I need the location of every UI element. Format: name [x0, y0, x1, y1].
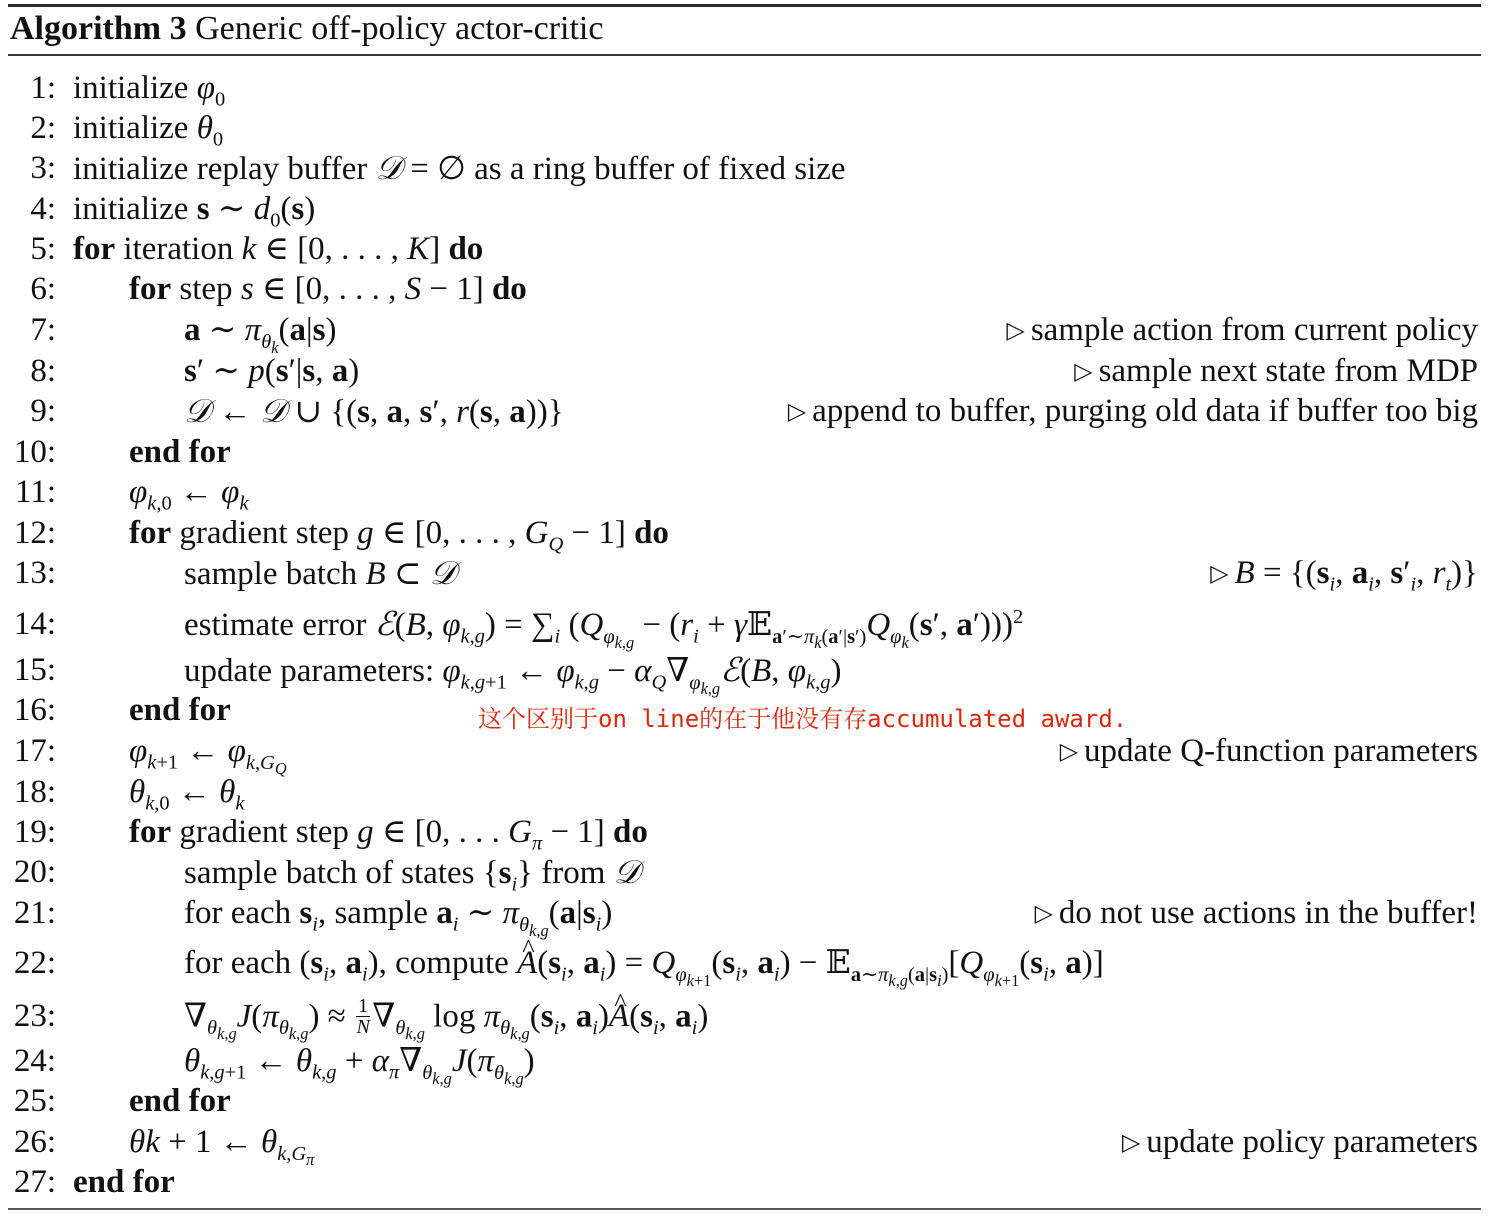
- algo-line-9: [0, 391, 1489, 431]
- line-number: 9:: [30, 393, 56, 429]
- line-number: 18:: [13, 774, 56, 810]
- line-body: $\nabla_{\theta_{k,g}}J(\pi_{\theta_{k,g}})$ ≈ $\frac{1}{N}$ $\nabla_{\theta_{k,g}}$ $\log \pi_{\theta_{k,g}}(s_i$, $a_i)\^{}$ $A(s_i$, $a_i$): [184, 996, 708, 1038]
- algo-line-18: [0, 772, 1489, 815]
- line-number: 4:: [30, 191, 56, 227]
- line-body: for gradient step g ∈ [0, . . . , $G_Q - 1$] do: [129, 515, 669, 556]
- line-number: 20:: [13, 854, 56, 890]
- line-body: $\varphi_{k+1}$ ← $\varphi_{k,G_Q}$: [129, 733, 287, 778]
- algo-line-11: [0, 472, 1489, 515]
- line-comment: ▷ update Q-function parameters: [1059, 733, 1478, 769]
- line-comment: ▷ do not use actions in the buffer!: [1034, 895, 1478, 931]
- line-body: $\theta_{k,g+1}$ ← $\theta_{k,g} + \alpha_\pi\nabla_{\theta_{k,g}}J(\pi_{\theta_{k,g}})$: [184, 1043, 535, 1088]
- line-number: 12:: [13, 515, 56, 551]
- line-number: 23:: [13, 998, 56, 1034]
- algo-line-1: [0, 68, 1489, 111]
- line-body: $\varphi_{k,0}$ ← $\varphi_k$: [129, 474, 249, 515]
- algo-line-7: [0, 310, 1489, 357]
- line-body: a ∼ $\pi_{\theta_k}(a|s)$: [184, 312, 337, 357]
- line-number: 13:: [13, 555, 56, 591]
- algo-line-21: [0, 893, 1489, 940]
- line-number: 22:: [13, 945, 56, 981]
- line-body: end for: [129, 1083, 231, 1119]
- algo-line-26: [0, 1122, 1489, 1169]
- line-body: initialize $\theta_0$: [73, 110, 224, 151]
- bottom-rule: [8, 1208, 1481, 1210]
- algo-line-20: [0, 852, 1489, 896]
- algo-line-4: [0, 189, 1489, 232]
- triangle-right-icon: ▷: [1210, 561, 1229, 588]
- algo-line-25: [0, 1081, 1489, 1121]
- line-number: 26:: [13, 1124, 56, 1160]
- algo-line-13: [0, 553, 1489, 596]
- algo-line-22: [0, 943, 1489, 990]
- line-number: 7:: [30, 312, 56, 348]
- line-number: 3:: [30, 150, 56, 186]
- line-body: 𝒟 ← 𝒟 ∪ {(s, a, s′, r(s, a))}: [184, 391, 564, 430]
- triangle-right-icon: ▷: [1122, 1130, 1141, 1157]
- line-body: initialize replay buffer 𝒟 = ∅ as a ring buffer of fixed size: [73, 148, 846, 187]
- caption-rule: [8, 54, 1481, 56]
- line-number: 11:: [15, 474, 56, 510]
- algo-line-2: [0, 108, 1489, 151]
- algo-line-17: [0, 731, 1489, 778]
- line-body: estimate error ℰ(B, $\varphi_{k,g}) = \sum_i$ ($Q_{\varphi_{k,g}} - (r_i$ + $\gamma 𝔼_{a'\sim\pi_k(a'|s')}Q_{\varphi_k}(s'$, a′)))$^2$: [184, 604, 1024, 652]
- algo-line-5: [0, 229, 1489, 269]
- line-body: end for: [129, 692, 231, 728]
- algo-line-6: [0, 269, 1489, 309]
- algo-line-10: [0, 432, 1489, 472]
- line-body: for gradient step g ∈ [0, . . . $G_\pi - 1$] do: [129, 814, 648, 855]
- line-body: for each ($s_i$, $a_i$), compute ^ $A(s_i$, $a_i) = Q_{\varphi_{k+1}}(s_i$, $a_i$) − $𝔼_{a\sim\pi_{k,g}(a|s_i)}[Q_{\varphi_{k+1}}(s_i$, a)]: [184, 943, 1104, 983]
- algo-line-8: [0, 351, 1489, 391]
- line-body: initialize s ∼ $d_0(s)$: [73, 191, 316, 232]
- triangle-right-icon: ▷: [1006, 318, 1025, 345]
- line-comment: ▷ $B = \{(s_i$, $a_i$, $s'_i$, $r_t$)}: [1210, 555, 1478, 596]
- line-body: sample batch B ⊂ 𝒟: [184, 553, 457, 592]
- line-number: 21:: [13, 895, 56, 931]
- algo-line-3: [0, 148, 1489, 188]
- line-number: 15:: [13, 652, 56, 688]
- line-number: 19:: [13, 814, 56, 850]
- triangle-right-icon: ▷: [1034, 901, 1053, 928]
- algorithm-label: Algorithm 3: [10, 10, 187, 47]
- line-body: for step s ∈ [0, . . . , S − 1] do: [129, 271, 527, 307]
- triangle-right-icon: ▷: [787, 399, 807, 426]
- line-body: end for: [73, 1164, 175, 1200]
- user-annotation-note: 这个区别于on line的在于他没有存accumulated award.: [478, 705, 1128, 733]
- line-body: for iteration k ∈ [0, . . . , K] do: [73, 231, 484, 267]
- line-comment: ▷ sample next state from MDP: [1074, 353, 1478, 389]
- line-number: 6:: [30, 271, 56, 307]
- line-number: 8:: [30, 353, 56, 389]
- algo-line-27: [0, 1162, 1489, 1202]
- line-number: 10:: [13, 434, 56, 470]
- triangle-right-icon: ▷: [1059, 739, 1078, 766]
- line-comment: ▷ sample action from current policy: [1006, 312, 1478, 348]
- algo-line-12: [0, 513, 1489, 556]
- line-comment: ▷ update policy parameters: [1122, 1124, 1478, 1160]
- algorithm-title: Generic off-policy actor-critic: [195, 10, 604, 47]
- top-rule: [8, 4, 1481, 7]
- line-number: 2:: [30, 110, 56, 146]
- line-body: for each $s_i$, sample $a_i$ ∼ $\pi_{\theta_{k,g}}(a|s_i)$: [184, 895, 613, 940]
- algo-line-19: [0, 812, 1489, 855]
- line-number: 17:: [13, 733, 56, 769]
- triangle-right-icon: ▷: [1074, 359, 1093, 386]
- algo-line-24: [0, 1041, 1489, 1088]
- line-number: 5:: [30, 231, 56, 267]
- line-body: θk + 1 ← $\theta_{k,G_\pi}$: [129, 1124, 315, 1169]
- line-number: 24:: [13, 1043, 56, 1079]
- line-number: 16:: [13, 692, 56, 728]
- line-comment: ▷ append to buffer, purging old data if buffer too big: [787, 393, 1478, 429]
- line-body: $\theta_{k,0}$ ← $\theta_k$: [129, 774, 245, 815]
- line-body: initialize $\varphi_0$: [73, 70, 226, 111]
- fraction-1-over-N: $\frac{1}{N}$: [356, 995, 370, 1039]
- algorithm-caption: [10, 8, 603, 50]
- line-number: 27:: [13, 1164, 56, 1200]
- line-body: sample batch of states $\{s_i\}$ from 𝒟: [184, 852, 640, 896]
- line-number: 14:: [13, 606, 56, 642]
- line-number: 1:: [30, 70, 56, 106]
- line-body: s′ ∼ p(s′|s, a): [184, 353, 360, 389]
- line-number: 25:: [13, 1083, 56, 1119]
- line-body: update parameters: $\varphi_{k,g+1}$ ← $\varphi_{k,g}$ − $\alpha_Q\nabla_{\varphi_{k,g}}ℰ(B$, $\varphi_{k,g}$): [184, 650, 842, 698]
- line-body: end for: [129, 434, 231, 470]
- algo-line-23: [0, 995, 1489, 1043]
- algo-line-15: [0, 650, 1489, 698]
- algo-line-14: [0, 604, 1489, 652]
